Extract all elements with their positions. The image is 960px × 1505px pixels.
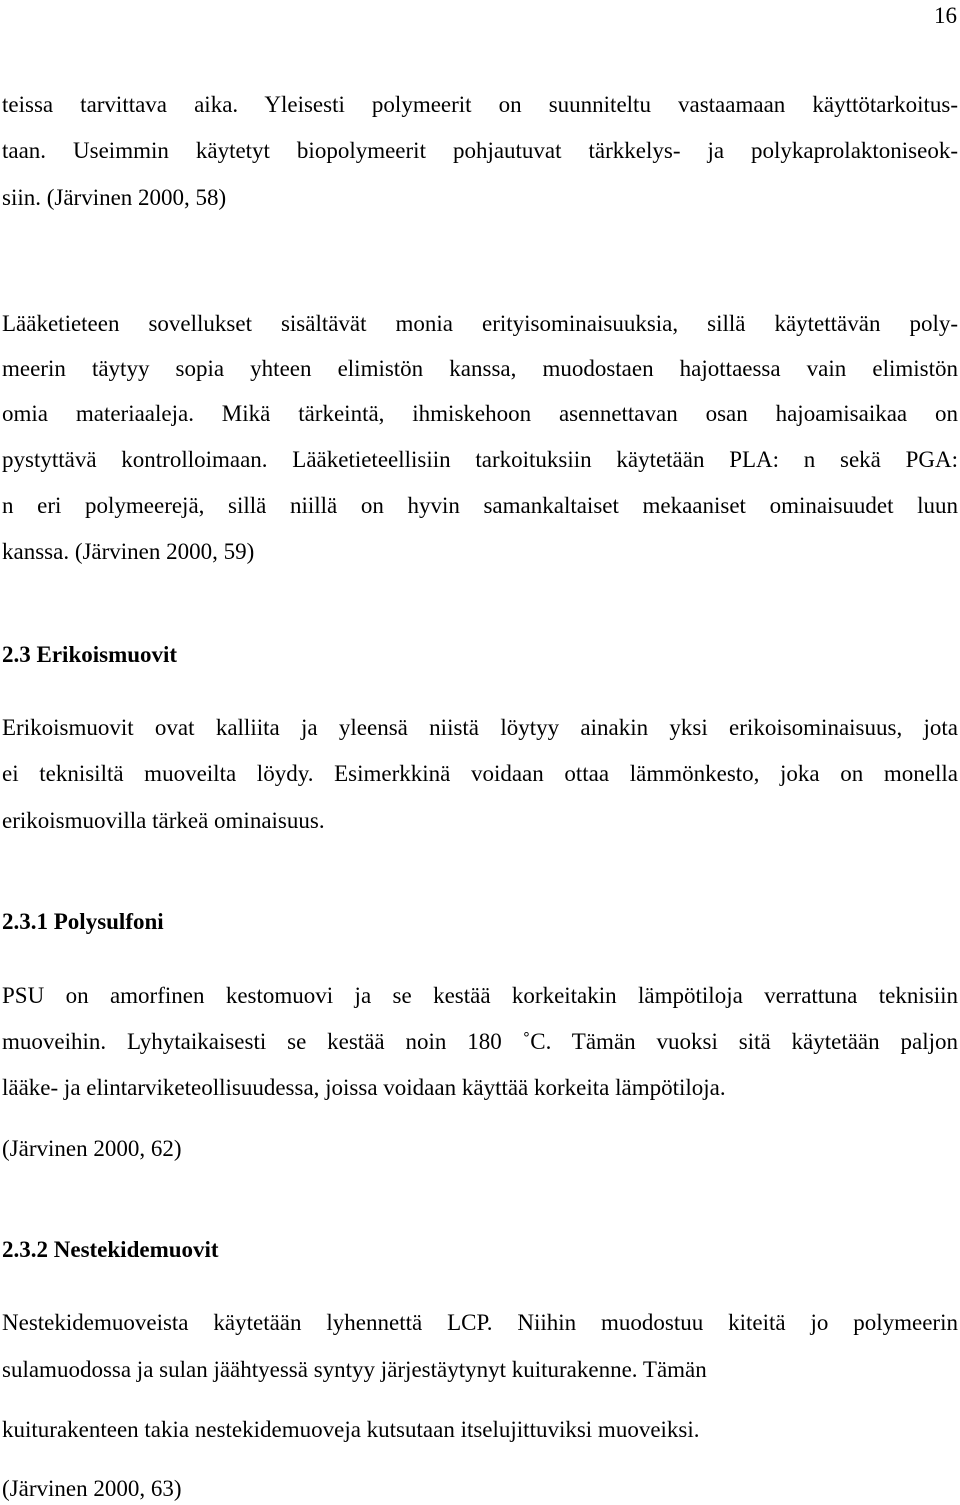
body-text-line: erikoismuovilla tärkeä ominaisuus. xyxy=(2,808,325,833)
body-text-line: sulamuodossa ja sulan jäähtyessä syntyy järjestäytynyt kuiturakenne. Tämän xyxy=(2,1357,707,1382)
body-text-line: (Järvinen 2000, 63) xyxy=(2,1476,182,1501)
page-number: 16 xyxy=(934,3,957,28)
subsection-heading: 2.3.1 Polysulfoni xyxy=(2,909,164,934)
body-text-line: (Järvinen 2000, 62) xyxy=(2,1136,182,1161)
body-text-line: muoveihin. Lyhytaikaisesti se kestää noin 180 ˚C. Tämän vuoksi sitä käytetään paljon xyxy=(2,1029,958,1054)
body-text-line: Erikoismuovit ovat kalliita ja yleensä niistä löytyy ainakin yksi erikoisominaisuus, jota xyxy=(2,715,958,740)
body-text-line: Lääketieteen sovellukset sisältävät monia erityisominaisuuksia, sillä käytettävän poly- xyxy=(2,311,958,336)
body-text-line: kuiturakenteen takia nestekidemuoveja kutsutaan itselujittuviksi muoveiksi. xyxy=(2,1417,700,1442)
body-text-line: Nestekidemuoveista käytetään lyhennettä LCP. Niihin muodostuu kiteitä jo polymeerin xyxy=(2,1310,958,1335)
body-text-line: kanssa. (Järvinen 2000, 59) xyxy=(2,539,255,564)
body-text-line: n eri polymeerejä, sillä niillä on hyvin samankaltaiset mekaaniset ominaisuudet luun xyxy=(2,493,958,518)
body-text-line: omia materiaaleja. Mikä tärkeintä, ihmiskehoon asennettavan osan hajoamisaikaa on xyxy=(2,401,958,426)
subsection-heading: 2.3.2 Nestekidemuovit xyxy=(2,1237,219,1262)
body-text-line: taan. Useimmin käytetyt biopolymeerit pohjautuvat tärkkelys- ja polykaprolaktoniseok- xyxy=(2,138,958,163)
body-text-line: siin. (Järvinen 2000, 58) xyxy=(2,185,227,210)
body-text-line: ei teknisiltä muoveilta löydy. Esimerkkinä voidaan ottaa lämmönkesto, joka on monella xyxy=(2,761,958,786)
body-text-line: lääke- ja elintarviketeollisuudessa, joissa voidaan käyttää korkeita lämpötiloja. xyxy=(2,1075,726,1100)
body-text-line: pystyttävä kontrolloimaan. Lääketieteellisiin tarkoituksiin käytetään PLA: n sekä PGA: xyxy=(2,447,958,472)
body-text-line: meerin täytyy sopia yhteen elimistön kanssa, muodostaen hajottaessa vain elimistön xyxy=(2,356,958,381)
section-heading: 2.3 Erikoismuovit xyxy=(2,642,178,667)
body-text-line: PSU on amorfinen kestomuovi ja se kestää korkeitakin lämpötiloja verrattuna teknisiin xyxy=(2,983,958,1008)
body-text-line: teissa tarvittava aika. Yleisesti polymeerit on suunniteltu vastaamaan käyttötarkoitus- xyxy=(2,92,958,117)
